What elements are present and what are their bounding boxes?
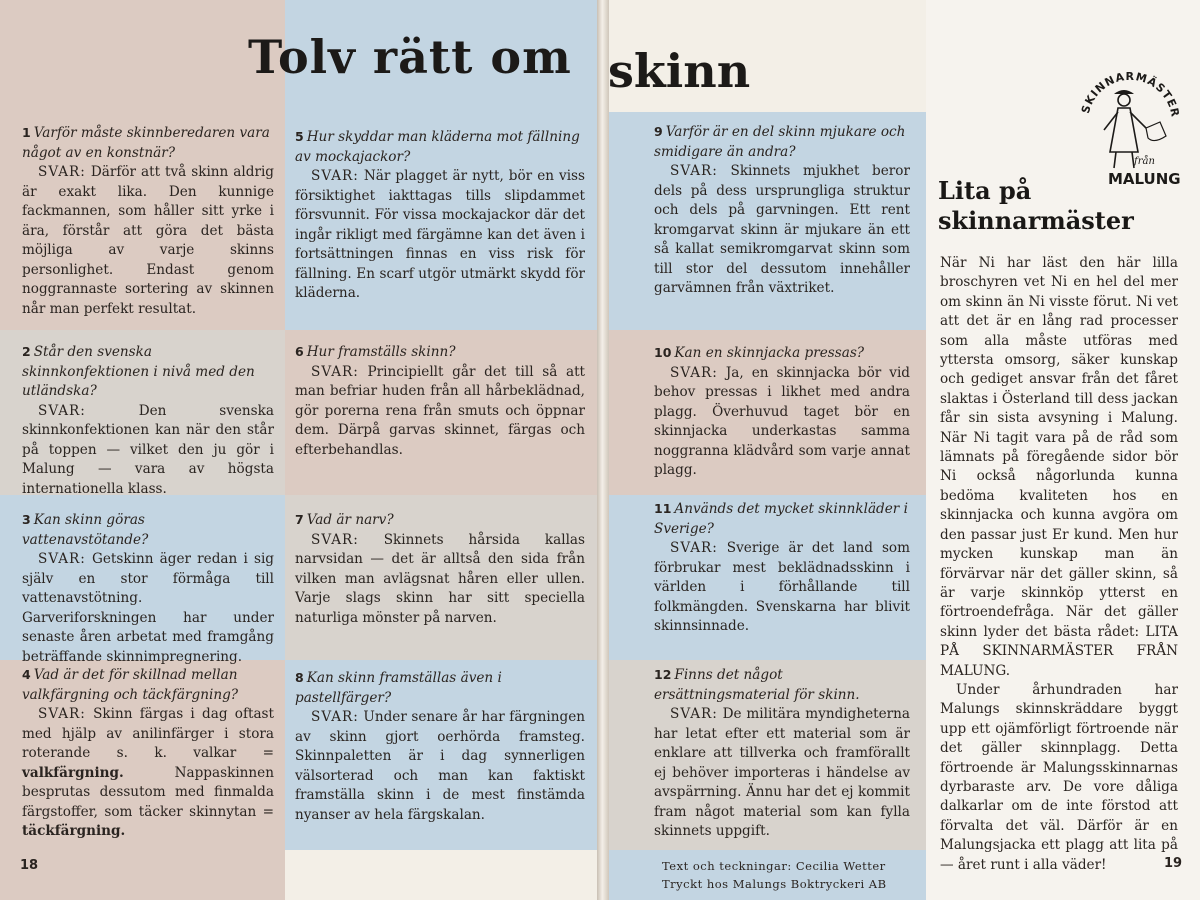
question-text: Hur framställs skinn? <box>306 344 456 360</box>
qa-item-2: 2 Står den svenska skinnkonfektionen i nivå med den utländska? SVAR: Den svenska skinnkonfektionen kan när den står på toppen — vilket den ju gör i Malung — vara av högsta internationella klass. <box>22 344 274 497</box>
answer-text: Därför att två skinn aldrig är exakt lika. Den kunnige fackmannen, som håller sitt yrke i ära, förstår att göra det bästa möjliga av varje skinns personlighet. Endast genom noggrannaste sortering av skinnen når man perfekt resultat. <box>22 164 274 317</box>
answer-text: Under senare år har färgningen av skinn gjort oerhörda framsteg. Skinnpaletten är i dag synnerligen välsorterad och man kan faktiskt framställa skinn i de mest finstämda nyanser av hela färgskalan. <box>295 709 585 823</box>
answer-bold-term: valkfärgning. <box>22 764 124 781</box>
credits <box>662 857 887 893</box>
skinnarmaster-logo <box>1074 52 1184 192</box>
credits-line-2: Tryckt hos Malungs Boktryckeri AB <box>662 877 887 891</box>
question-text: Kan en skinnjacka pressas? <box>674 345 865 361</box>
qa-item-9: 9 Varför är en del skinn mjukare och smidigare än andra? SVAR: Skinnets mjukhet beror dels på dess ursprungliga struktur och dels på garvningen. Ett rent kromgarvat skinn är mjukare än ett så kallat semikromgarvat skinn som till stor del dessutom innehåller garvämnen från växtriket. <box>654 124 910 296</box>
qa-item-3: 3 Kan skinn göras vattenavstötande? SVAR: Getskinn äger redan i sig själv en stor förmåga till vattenavstötning. Garveriforskningen har under senaste åren arbetat med framgång beträffande skinnimpregnering. <box>22 512 274 665</box>
question-text: Kan skinn framställas även i pastellfärger? <box>295 670 502 706</box>
question-text: Vad är det för skillnad mellan valkfärgning och täckfärgning? <box>22 667 239 703</box>
sidebar-paragraph-1: När Ni har läst den här lilla broschyren vet Ni en hel del mer om skinn än Ni visste förut. Ni vet att det är en lång rad processer som alla måste utföras med yttersta omsorg, säker kunskap och gediget ansvar från det fåret slaktas i Österland till dess jackan får sin sista avsyning i Malung. När Ni tagit vara på de råd som lämnats på föregående sidor bör Ni också någorlunda kunna bedöma kvaliteten hos en skinnjacka och kunna avgöra om den passar just Er kund. Men hur mycken kunskap man än förvärvar när det gäller skinn, så är varje skinnköp ytterst en förtroendefråga. När det gäller skinn lyder det bästa rådet: LITA PÅ SKINNARMÄSTER FRÅN MALUNG. <box>940 255 1178 679</box>
credits-line-1: Text och teckningar: Cecilia Wetter <box>662 859 886 873</box>
answer-bold-term: täckfärgning. <box>22 823 126 839</box>
svg-text:MALUNG: MALUNG <box>1108 170 1181 188</box>
qa-item-10: 10 Kan en skinnjacka pressas? SVAR: Ja, en skinnjacka bör vid behov pressas i likhet med andra plagg. Överhuvud taget bör en skinnjacka underkastas samma noggranna klädvård som varje annat plagg. <box>654 345 911 478</box>
question-text: Vad är narv? <box>306 512 394 528</box>
answer-text: Sverige är det land som förbrukar mest beklädnadsskinn i världen i förhållande till folkmängden. Svenskarna har blivit skinnsinnade. <box>654 540 910 634</box>
qa-item-5: 5 Hur skyddar man kläderna mot fällning av mockajackor? SVAR: När plagget är nytt, bör en viss försiktighet iakttagas tills slipdammet försvunnit. För vissa mockajackor där det ingår rikligt med färgämne kan det även i fortsättningen finnas en viss risk för fällning. En scarf utgör utmärkt skydd för kläderna. <box>295 129 586 301</box>
qa-item-1: 1 Varför måste skinnberedaren vara något av en konstnär? SVAR: Därför att två skinn aldrig är exakt lika. Den kunnige fackmannen, som håller sitt yrke i ära, förstår att göra det bästa möjliga av varje skinns personlighet. Endast genom noggrannaste sortering av skinnen når man perfekt resultat. <box>22 125 274 317</box>
answer-text: Getskinn äger redan i sig själv en stor förmåga till vattenavstötning. Garveriforskningen har under senaste åren arbetat med framgång beträffande skinnimpregnering. <box>22 551 274 665</box>
question-text: Kan skinn göras vattenavstötande? <box>22 512 149 548</box>
panel-bottom-bg <box>285 850 597 900</box>
answer-text: Ja, en skinnjacka bör vid behov pressas i likhet med andra plagg. Överhuvud taget bör en skinnjacka underkastas samma noggranna klädvård som varje annat plagg. <box>654 364 911 478</box>
svg-text:från: från <box>1134 156 1155 167</box>
answer-text: Skinnets mjukhet beror dels på dess ursprungliga struktur och dels på garvningen. Ett rent kromgarvat skinn är mjukare än ett så kallat semikromgarvat skinn som till stor del dessutom innehåller garvämnen från växtriket. <box>654 163 910 296</box>
answer-text: Den svenska skinnkonfektionen kan när den står på toppen — vilket den ju gör i Malung — vara av högsta internationella klass. <box>22 402 274 497</box>
answer-text: Skinnets hårsida kallas narvsidan — det är alltså den sida från vilken man avlägsnat håren eller ullen. Varje slags skinn har sitt speciella naturliga mönster på narven. <box>295 531 585 626</box>
svg-text:SKINNARMÄSTER: SKINNARMÄSTER <box>1078 69 1182 119</box>
page-title-left: Tolv rätt om <box>248 30 572 84</box>
book-spine <box>597 0 609 900</box>
answer-text-cont: Nappaskinnen besprutas dessutom med finmalda färgstoffer, som täcker skinnytan = <box>22 764 274 820</box>
question-text: Hur skyddar man kläderna mot fällning av mockajackor? <box>295 129 580 165</box>
tailor-figure-icon <box>1074 52 1184 192</box>
question-text: Står den svenska skinnkonfektionen i nivå med den utländska? <box>22 344 255 399</box>
answer-text: När plagget är nytt, bör en viss försiktighet iakttagas tills slipdammet försvunnit. För vissa mockajackor där det ingår rikligt med färgämne kan det även i fortsättningen finnas en viss risk för fällning. En scarf utgör utmärkt skydd för kläderna. <box>295 168 586 301</box>
page-number-right: 19 <box>1164 856 1183 871</box>
qa-item-4: 4 Vad är det för skillnad mellan valkfärgning och täckfärgning? SVAR: Skinn färgas i dag oftast med hjälp av anilinfärger i stora roterande s. k. valkar = valkfärgning. Nappaskinnen besprutas dessutom med finmalda färgstoffer, som täcker skinnytan = täckfärgning. <box>22 667 274 839</box>
qa-item-6: 6 Hur framställs skinn? SVAR: Principiellt går det till så att man befriar huden från all hårbeklädnad, gör porerna rena från smuts och öppnar dem. Därpå garvas skinnet, färgas och efterbehandlas. <box>295 344 585 458</box>
page-title-right: skinn <box>608 44 751 98</box>
qa-item-11: 11 Används det mycket skinnkläder i Sverige? SVAR: Sverige är det land som förbrukar mest beklädnadsskinn i världen i förhållande till folkmängden. Svenskarna har blivit skinnsinnade. <box>654 501 910 634</box>
question-text: Varför är en del skinn mjukare och smidigare än andra? <box>654 124 906 160</box>
answer-text: Skinn färgas i dag oftast med hjälp av anilinfärger i stora roterande s. k. valkar = <box>22 706 274 761</box>
page-number-left: 18 <box>20 858 39 873</box>
question-text: Varför måste skinnberedaren vara något av en konstnär? <box>22 125 270 161</box>
sidebar-title: Lita på skinnarmäster <box>938 176 1134 235</box>
question-text: Används det mycket skinnkläder i Sverige? <box>654 501 908 537</box>
qa-item-12: 12 Finns det något ersättningsmaterial för skinn. SVAR: De militära myndigheterna har letat efter ett material som är enklare att tillverka och framförallt ej behöver importeras i händelse av avspärrning. Ännu har det ej kommit fram något material som kan fylla skinnets uppgift. <box>654 667 910 839</box>
question-text: Finns det något ersättningsmaterial för skinn. <box>654 667 860 703</box>
qa-item-8: 8 Kan skinn framställas även i pastellfärger? SVAR: Under senare år har färgningen av skinn gjort oerhörda framsteg. Skinnpaletten är i dag synnerligen välsorterad och man kan faktiskt framställa skinn i de mest finstämda nyanser av hela färgskalan. <box>295 670 585 823</box>
sidebar-paragraph-2: Under århundraden har Malungs skinnskräddare byggt upp ett ojämförligt förtroende när det gäller skinnplagg. Detta förtroende är Malungsskinnarnas dyrbaraste arv. De vore dåliga dalkarlar om de inte förstod att förvalta det väl. Därför är en Malungsjacka ett plagg att lita på — året runt i alla väder! <box>940 681 1178 873</box>
qa-item-7: 7 Vad är narv? SVAR: Skinnets hårsida kallas narvsidan — det är alltså den sida från vilken man avlägsnat håren eller ullen. Varje slags skinn har sitt speciella naturliga mönster på narven. <box>295 512 585 626</box>
sidebar-text <box>940 254 1178 875</box>
answer-text: De militära myndigheterna har letat efter ett material som är enklare att tillverka och framförallt ej behöver importeras i händelse av avspärrning. Ännu har det ej kommit fram något material som kan fylla skinnets uppgift. <box>654 706 910 839</box>
answer-text: Principiellt går det till så att man befriar huden från all hårbeklädnad, gör porerna rena från smuts och öppnar dem. Därpå garvas skinnet, färgas och efterbehandlas. <box>295 363 585 458</box>
